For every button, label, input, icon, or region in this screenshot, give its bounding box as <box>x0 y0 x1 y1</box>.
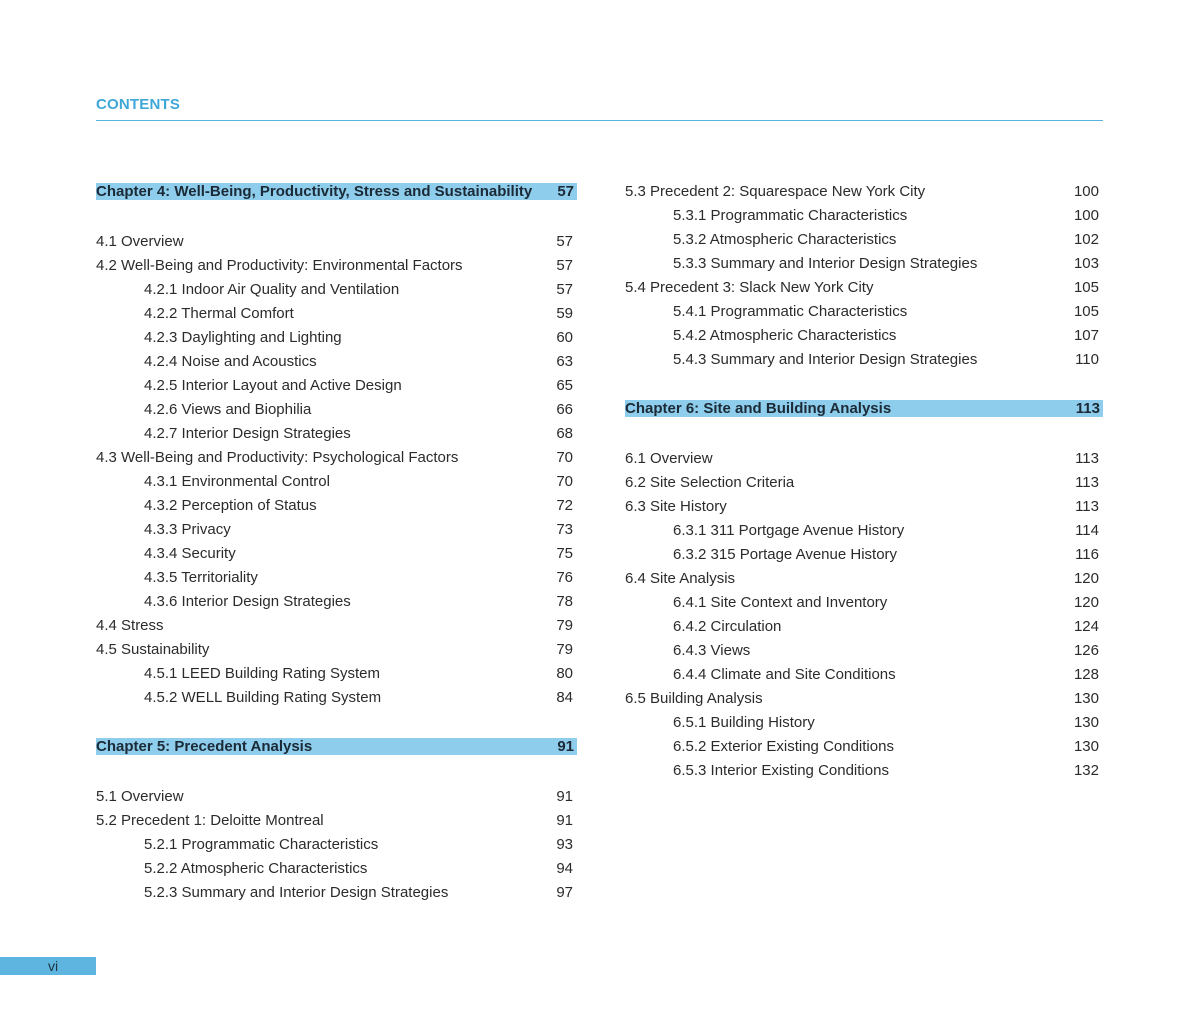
toc-subentry[interactable] <box>625 735 1103 759</box>
toc-entry-page: 76 <box>556 569 573 586</box>
toc-subentry[interactable] <box>96 278 577 302</box>
toc-entry[interactable] <box>96 638 577 662</box>
page-number: vi <box>48 958 59 974</box>
toc-entry-label: 4.5 Sustainability <box>96 641 210 658</box>
toc-chapter-page: 57 <box>557 183 574 200</box>
toc-entry-page: 72 <box>556 497 573 514</box>
toc-entry-page: 116 <box>1075 546 1099 563</box>
toc-entry-label: 6.5 Building Analysis <box>625 690 763 707</box>
toc-subentry[interactable] <box>625 639 1103 663</box>
toc-entry-label: 5.4.2 Atmospheric Characteristics <box>673 327 897 344</box>
toc-entry-page: 91 <box>556 788 573 805</box>
toc-subentry[interactable] <box>96 881 577 905</box>
toc-entry-label: 4.2.4 Noise and Acoustics <box>144 353 317 370</box>
toc-entry-page: 126 <box>1073 642 1099 659</box>
toc-entry[interactable] <box>96 230 577 254</box>
toc-subentry[interactable] <box>625 228 1103 252</box>
toc-subentry[interactable] <box>96 494 577 518</box>
toc-entry-page: 113 <box>1075 498 1099 515</box>
toc-entry[interactable] <box>96 614 577 638</box>
toc-subentry[interactable] <box>625 711 1103 735</box>
toc-subentry[interactable] <box>96 518 577 542</box>
toc-subentry[interactable] <box>96 662 577 686</box>
toc-entry-label: 5.2 Precedent 1: Deloitte Montreal <box>96 812 324 829</box>
toc-subentry[interactable] <box>625 300 1103 324</box>
toc-entry-label: 5.3 Precedent 2: Squarespace New York City <box>625 183 926 200</box>
toc-entry-page: 103 <box>1073 255 1099 272</box>
toc-entry-page: 124 <box>1073 618 1099 635</box>
toc-entry-page: 65 <box>556 377 573 394</box>
toc-chapter-label: Chapter 4: Well-Being, Productivity, Stress and Sustainability <box>96 183 533 200</box>
toc-entry-page: 97 <box>556 884 573 901</box>
toc-subentry[interactable] <box>96 470 577 494</box>
toc-entry-label: 5.3.2 Atmospheric Characteristics <box>673 231 897 248</box>
toc-entry[interactable] <box>625 447 1103 471</box>
toc-subentry[interactable] <box>96 833 577 857</box>
toc-subentry[interactable] <box>625 759 1103 783</box>
toc-entry[interactable] <box>625 180 1103 204</box>
toc-entry-page: 84 <box>556 689 573 706</box>
toc-entry-label: 4.2.7 Interior Design Strategies <box>144 425 351 442</box>
toc-subentry[interactable] <box>96 857 577 881</box>
toc-entry-page: 68 <box>556 425 573 442</box>
toc-chapter-6[interactable] <box>625 400 1103 417</box>
toc-subentry[interactable] <box>625 324 1103 348</box>
toc-chapter-label: Chapter 6: Site and Building Analysis <box>625 400 892 417</box>
toc-subentry[interactable] <box>625 348 1103 372</box>
toc-entry-label: 6.2 Site Selection Criteria <box>625 474 795 491</box>
toc-entry-page: 78 <box>556 593 573 610</box>
toc-entry-label: 6.4.4 Climate and Site Conditions <box>673 666 896 683</box>
toc-subentry[interactable] <box>96 398 577 422</box>
toc-entry-label: 5.3.1 Programmatic Characteristics <box>673 207 908 224</box>
toc-entry[interactable] <box>96 254 577 278</box>
toc-entry-label: 4.2.2 Thermal Comfort <box>144 305 294 322</box>
toc-entry-page: 114 <box>1075 522 1099 539</box>
toc-entry-page: 132 <box>1073 762 1099 779</box>
toc-subentry[interactable] <box>625 519 1103 543</box>
toc-entry-page: 130 <box>1073 690 1099 707</box>
toc-entry-label: 6.3.2 315 Portage Avenue History <box>673 546 898 563</box>
toc-entry-page: 105 <box>1073 279 1099 296</box>
toc-entry-label: 5.2.2 Atmospheric Characteristics <box>144 860 368 877</box>
toc-entry-label: 4.2 Well-Being and Productivity: Environmental Factors <box>96 257 463 274</box>
toc-entry-page: 57 <box>556 257 573 274</box>
toc-left-column <box>96 180 577 905</box>
toc-entry-label: 5.2.1 Programmatic Characteristics <box>144 836 379 853</box>
toc-entry-page: 128 <box>1073 666 1099 683</box>
toc-entry-label: 4.5.1 LEED Building Rating System <box>144 665 380 682</box>
toc-entry-page: 70 <box>556 473 573 490</box>
toc-entry-label: 6.4.3 Views <box>673 642 751 659</box>
toc-entry-page: 105 <box>1073 303 1099 320</box>
toc-entry-label: 4.3.3 Privacy <box>144 521 231 538</box>
toc-subentry[interactable] <box>625 543 1103 567</box>
toc-subentry[interactable] <box>96 686 577 710</box>
toc-entry-label: 4.4 Stress <box>96 617 164 634</box>
toc-entry[interactable] <box>625 495 1103 519</box>
toc-subentry[interactable] <box>96 542 577 566</box>
toc-entry-label: 6.4 Site Analysis <box>625 570 736 587</box>
toc-entry[interactable] <box>625 276 1103 300</box>
toc-subentry[interactable] <box>96 350 577 374</box>
toc-subentry[interactable] <box>625 663 1103 687</box>
toc-entry-label: 6.1 Overview <box>625 450 713 467</box>
toc-entry-label: 5.3.3 Summary and Interior Design Strategies <box>673 255 978 272</box>
toc-entry-label: 5.4.1 Programmatic Characteristics <box>673 303 908 320</box>
toc-entry-page: 130 <box>1073 714 1099 731</box>
toc-entry-label: 6.4.2 Circulation <box>673 618 782 635</box>
toc-entry[interactable] <box>96 785 577 809</box>
toc-entry-label: 6.3.1 311 Portgage Avenue History <box>673 522 905 539</box>
toc-entry-page: 120 <box>1073 594 1099 611</box>
toc-entry-label: 6.5.1 Building History <box>673 714 815 731</box>
toc-entry-page: 80 <box>556 665 573 682</box>
toc-entry-label: 4.2.3 Daylighting and Lighting <box>144 329 342 346</box>
toc-entry-page: 57 <box>556 281 573 298</box>
toc-entry-page: 73 <box>556 521 573 538</box>
toc-entry-label: 4.2.6 Views and Biophilia <box>144 401 312 418</box>
toc-entry-page: 91 <box>556 812 573 829</box>
toc-entry-label: 6.3 Site History <box>625 498 727 515</box>
toc-entry-page: 130 <box>1073 738 1099 755</box>
toc-entry-page: 79 <box>556 641 573 658</box>
toc-entry-label: 4.3.5 Territoriality <box>144 569 258 586</box>
toc-subentry[interactable] <box>96 374 577 398</box>
toc-entry-label: 4.5.2 WELL Building Rating System <box>144 689 382 706</box>
toc-entry-label: 4.2.1 Indoor Air Quality and Ventilation <box>144 281 400 298</box>
toc-chapter-5[interactable] <box>96 738 577 755</box>
toc-entry-page: 60 <box>556 329 573 346</box>
toc-entry-page: 93 <box>556 836 573 853</box>
toc-subentry[interactable] <box>96 590 577 614</box>
toc-entry-label: 5.4.3 Summary and Interior Design Strategies <box>673 351 978 368</box>
toc-entry[interactable] <box>96 446 577 470</box>
toc-entry-page: 63 <box>556 353 573 370</box>
page-title: CONTENTS <box>96 96 181 113</box>
toc-chapter-page: 91 <box>557 738 574 755</box>
toc-entry-label: 4.3.1 Environmental Control <box>144 473 330 490</box>
toc-entry-page: 100 <box>1073 183 1099 200</box>
toc-entry-page: 113 <box>1075 450 1099 467</box>
toc-entry-page: 59 <box>556 305 573 322</box>
toc-right-column <box>625 180 1103 783</box>
toc-entry[interactable] <box>96 809 577 833</box>
toc-entry-page: 120 <box>1073 570 1099 587</box>
toc-entry[interactable] <box>625 687 1103 711</box>
toc-entry-page: 70 <box>556 449 573 466</box>
toc-entry-label: 6.5.3 Interior Existing Conditions <box>673 762 889 779</box>
toc-entry-page: 110 <box>1075 351 1099 368</box>
toc-entry[interactable] <box>625 567 1103 591</box>
toc-entry-page: 57 <box>556 233 573 250</box>
toc-entry-page: 100 <box>1073 207 1099 224</box>
toc-entry-label: 4.3 Well-Being and Productivity: Psychological Factors <box>96 449 459 466</box>
page-header <box>96 96 1103 121</box>
toc-entry-page: 79 <box>556 617 573 634</box>
toc-subentry[interactable] <box>96 422 577 446</box>
toc-entry-label: 4.3.2 Perception of Status <box>144 497 317 514</box>
toc-entry-label: 6.4.1 Site Context and Inventory <box>673 594 888 611</box>
toc-entry-label: 5.1 Overview <box>96 788 184 805</box>
toc-chapter-4[interactable] <box>96 183 577 200</box>
toc-entry-label: 4.3.6 Interior Design Strategies <box>144 593 351 610</box>
toc-entry-label: 5.2.3 Summary and Interior Design Strategies <box>144 884 449 901</box>
toc-subentry[interactable] <box>96 326 577 350</box>
toc-entry-page: 75 <box>556 545 573 562</box>
toc-subentry[interactable] <box>625 615 1103 639</box>
toc-entry-page: 113 <box>1075 474 1099 491</box>
toc-entry-page: 94 <box>556 860 573 877</box>
toc-subentry[interactable] <box>625 204 1103 228</box>
toc-entry-label: 4.1 Overview <box>96 233 184 250</box>
toc-entry-page: 107 <box>1073 327 1099 344</box>
toc-entry-label: 4.2.5 Interior Layout and Active Design <box>144 377 402 394</box>
toc-entry[interactable] <box>625 471 1103 495</box>
toc-entry-label: 6.5.2 Exterior Existing Conditions <box>673 738 894 755</box>
toc-subentry[interactable] <box>625 252 1103 276</box>
toc-entry-label: 4.3.4 Security <box>144 545 236 562</box>
toc-subentry[interactable] <box>96 302 577 326</box>
toc-chapter-label: Chapter 5: Precedent Analysis <box>96 738 313 755</box>
toc-subentry[interactable] <box>625 591 1103 615</box>
toc-entry-page: 102 <box>1073 231 1099 248</box>
toc-entry-page: 66 <box>556 401 573 418</box>
toc-chapter-page: 113 <box>1075 400 1100 417</box>
toc-entry-label: 5.4 Precedent 3: Slack New York City <box>625 279 874 296</box>
toc-subentry[interactable] <box>96 566 577 590</box>
page-number-tab <box>0 957 96 975</box>
